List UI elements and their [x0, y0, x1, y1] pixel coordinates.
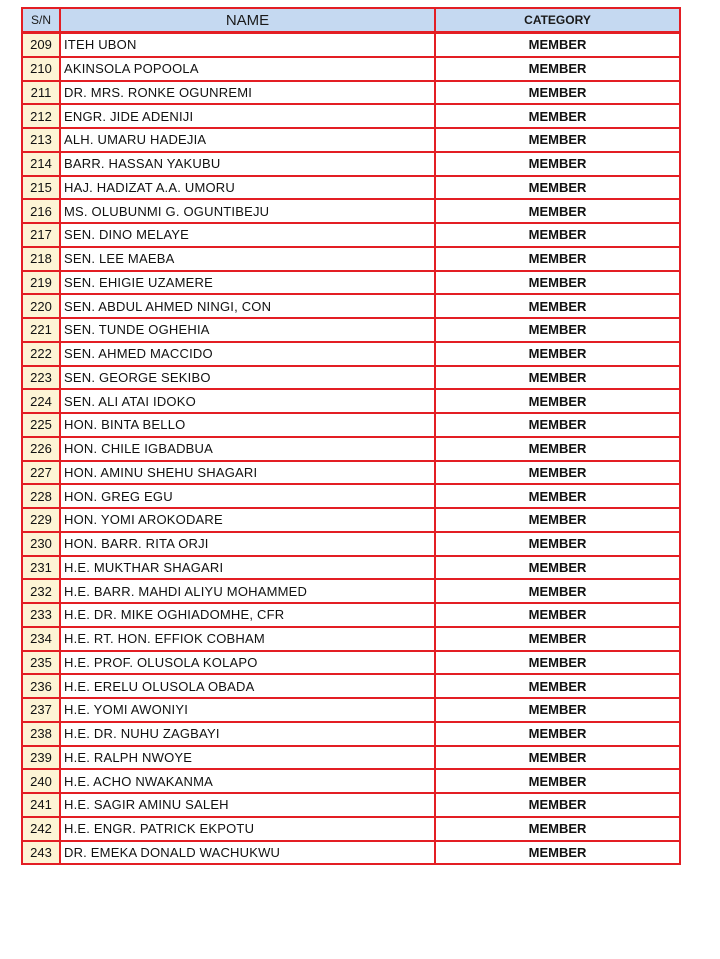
row-name: HON. YOMI AROKODARE [61, 509, 436, 533]
row-category: MEMBER [436, 153, 681, 177]
row-name: H.E. YOMI AWONIYI [61, 699, 436, 723]
table-row [23, 747, 681, 771]
row-name: HAJ. HADIZAT A.A. UMORU [61, 177, 436, 201]
row-sn: 231 [23, 557, 61, 581]
table-header [23, 9, 681, 34]
row-name: H.E. ENGR. PATRICK EKPOTU [61, 818, 436, 842]
row-name: H.E. MUKTHAR SHAGARI [61, 557, 436, 581]
header-name: NAME [61, 9, 436, 34]
row-category: MEMBER [436, 675, 681, 699]
row-sn: 232 [23, 580, 61, 604]
row-category: MEMBER [436, 319, 681, 343]
header-category: CATEGORY [436, 9, 681, 34]
table-row [23, 414, 681, 438]
row-name: SEN. EHIGIE UZAMERE [61, 272, 436, 296]
row-category: MEMBER [436, 699, 681, 723]
row-name: SEN. GEORGE SEKIBO [61, 367, 436, 391]
table-row [23, 390, 681, 414]
row-name: DR. EMEKA DONALD WACHUKWU [61, 842, 436, 866]
row-category: MEMBER [436, 557, 681, 581]
row-sn: 240 [23, 770, 61, 794]
row-sn: 239 [23, 747, 61, 771]
table-row [23, 770, 681, 794]
row-name: SEN. LEE MAEBA [61, 248, 436, 272]
row-category: MEMBER [436, 272, 681, 296]
row-name: H.E. ACHO NWAKANMA [61, 770, 436, 794]
table-row [23, 533, 681, 557]
row-category: MEMBER [436, 462, 681, 486]
table-row [23, 652, 681, 676]
table-row [23, 580, 681, 604]
row-name: HON. CHILE IGBADBUA [61, 438, 436, 462]
row-name: HON. AMINU SHEHU SHAGARI [61, 462, 436, 486]
row-sn: 227 [23, 462, 61, 486]
row-sn: 230 [23, 533, 61, 557]
table-row [23, 485, 681, 509]
row-category: MEMBER [436, 604, 681, 628]
table-row [23, 200, 681, 224]
row-category: MEMBER [436, 438, 681, 462]
row-name: HON. GREG EGU [61, 485, 436, 509]
table-row [23, 557, 681, 581]
row-category: MEMBER [436, 224, 681, 248]
row-sn: 209 [23, 34, 61, 58]
row-sn: 224 [23, 390, 61, 414]
row-sn: 228 [23, 485, 61, 509]
row-category: MEMBER [436, 248, 681, 272]
table-row [23, 818, 681, 842]
row-name: SEN. ABDUL AHMED NINGI, CON [61, 295, 436, 319]
table-row [23, 129, 681, 153]
table-row [23, 272, 681, 296]
row-category: MEMBER [436, 200, 681, 224]
table-row [23, 604, 681, 628]
row-category: MEMBER [436, 509, 681, 533]
row-name: H.E. ERELU OLUSOLA OBADA [61, 675, 436, 699]
row-category: MEMBER [436, 105, 681, 129]
table-row [23, 177, 681, 201]
row-category: MEMBER [436, 770, 681, 794]
table-row [23, 462, 681, 486]
row-category: MEMBER [436, 58, 681, 82]
row-category: MEMBER [436, 82, 681, 106]
table-row [23, 105, 681, 129]
row-sn: 229 [23, 509, 61, 533]
table-row [23, 438, 681, 462]
row-category: MEMBER [436, 343, 681, 367]
row-name: MS. OLUBUNMI G. OGUNTIBEJU [61, 200, 436, 224]
row-category: MEMBER [436, 580, 681, 604]
row-name: AKINSOLA POPOOLA [61, 58, 436, 82]
row-name: H.E. SAGIR AMINU SALEH [61, 794, 436, 818]
table-row [23, 509, 681, 533]
members-table [21, 7, 681, 865]
row-sn: 212 [23, 105, 61, 129]
row-name: BARR. HASSAN YAKUBU [61, 153, 436, 177]
table-row [23, 248, 681, 272]
row-sn: 218 [23, 248, 61, 272]
row-category: MEMBER [436, 390, 681, 414]
row-sn: 242 [23, 818, 61, 842]
row-sn: 217 [23, 224, 61, 248]
row-category: MEMBER [436, 652, 681, 676]
table-row [23, 367, 681, 391]
row-category: MEMBER [436, 747, 681, 771]
row-name: SEN. AHMED MACCIDO [61, 343, 436, 367]
table-body [23, 34, 681, 865]
row-sn: 233 [23, 604, 61, 628]
header-row [23, 9, 681, 34]
row-name: H.E. DR. NUHU ZAGBAYI [61, 723, 436, 747]
row-sn: 221 [23, 319, 61, 343]
row-name: SEN. ALI ATAI IDOKO [61, 390, 436, 414]
table-row [23, 295, 681, 319]
table-row [23, 319, 681, 343]
row-category: MEMBER [436, 177, 681, 201]
table-row [23, 794, 681, 818]
row-sn: 211 [23, 82, 61, 106]
row-sn: 223 [23, 367, 61, 391]
row-name: DR. MRS. RONKE OGUNREMI [61, 82, 436, 106]
row-category: MEMBER [436, 818, 681, 842]
row-sn: 210 [23, 58, 61, 82]
row-category: MEMBER [436, 485, 681, 509]
row-category: MEMBER [436, 295, 681, 319]
row-sn: 215 [23, 177, 61, 201]
row-name: ALH. UMARU HADEJIA [61, 129, 436, 153]
row-category: MEMBER [436, 842, 681, 866]
row-sn: 225 [23, 414, 61, 438]
row-category: MEMBER [436, 129, 681, 153]
row-name: H.E. PROF. OLUSOLA KOLAPO [61, 652, 436, 676]
row-name: HON. BARR. RITA ORJI [61, 533, 436, 557]
row-sn: 243 [23, 842, 61, 866]
row-sn: 241 [23, 794, 61, 818]
row-sn: 238 [23, 723, 61, 747]
row-name: H.E. RALPH NWOYE [61, 747, 436, 771]
row-name: HON. BINTA BELLO [61, 414, 436, 438]
row-name: ENGR. JIDE ADENIJI [61, 105, 436, 129]
row-sn: 222 [23, 343, 61, 367]
table-row [23, 699, 681, 723]
table-row [23, 723, 681, 747]
row-category: MEMBER [436, 414, 681, 438]
row-name: ITEH UBON [61, 34, 436, 58]
row-sn: 235 [23, 652, 61, 676]
row-sn: 237 [23, 699, 61, 723]
row-sn: 216 [23, 200, 61, 224]
header-sn: S/N [23, 9, 61, 34]
row-name: H.E. DR. MIKE OGHIADOMHE, CFR [61, 604, 436, 628]
table-row [23, 842, 681, 866]
table-row [23, 82, 681, 106]
row-name: SEN. TUNDE OGHEHIA [61, 319, 436, 343]
row-category: MEMBER [436, 34, 681, 58]
table-row [23, 58, 681, 82]
row-sn: 214 [23, 153, 61, 177]
row-sn: 213 [23, 129, 61, 153]
row-name: SEN. DINO MELAYE [61, 224, 436, 248]
row-category: MEMBER [436, 628, 681, 652]
table-row [23, 675, 681, 699]
row-sn: 236 [23, 675, 61, 699]
row-sn: 226 [23, 438, 61, 462]
table-row [23, 34, 681, 58]
table-row [23, 628, 681, 652]
table-row [23, 343, 681, 367]
row-sn: 220 [23, 295, 61, 319]
row-name: H.E. RT. HON. EFFIOK COBHAM [61, 628, 436, 652]
row-sn: 219 [23, 272, 61, 296]
row-category: MEMBER [436, 723, 681, 747]
row-category: MEMBER [436, 794, 681, 818]
table-row [23, 153, 681, 177]
row-category: MEMBER [436, 367, 681, 391]
row-name: H.E. BARR. MAHDI ALIYU MOHAMMED [61, 580, 436, 604]
row-sn: 234 [23, 628, 61, 652]
table-row [23, 224, 681, 248]
row-category: MEMBER [436, 533, 681, 557]
